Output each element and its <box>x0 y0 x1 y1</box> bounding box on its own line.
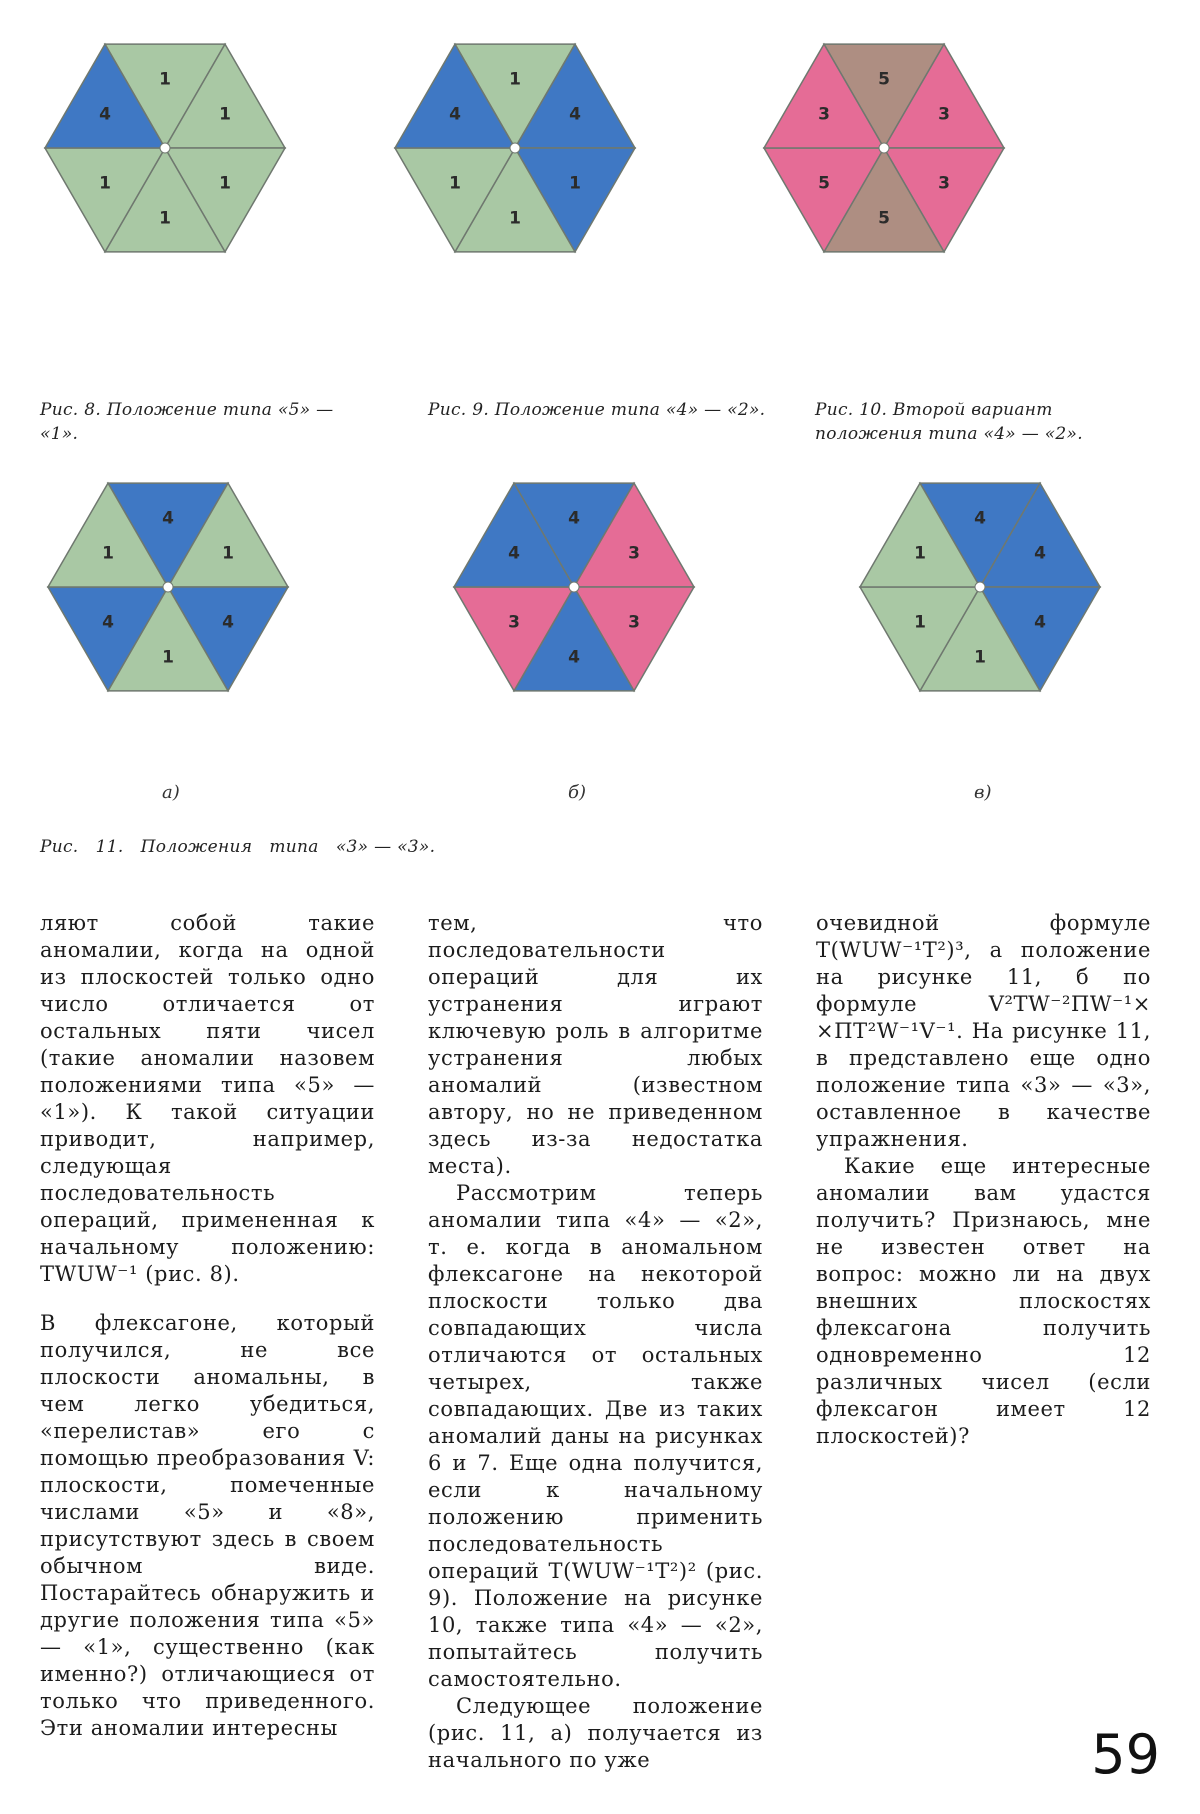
segment-number: 3 <box>508 612 520 633</box>
paragraph: В флексагоне, который получился, не все плоскости аномальны, в чем легко убедиться, «перелистав» его с помощью преобразования V: плоскости, помеченные числами «5» и «8», присутствуют здесь в своем обычном виде. Постарайтесь обнаружить и другие положения типа «5» — «1», существенно (как именно?) отличающиеся от только что приведенного. Эти аномалии интересны <box>40 1311 375 1740</box>
segment-number: 3 <box>938 104 950 125</box>
segment-number: 1 <box>99 173 111 194</box>
figure-11c-label: в) <box>974 782 992 803</box>
figure-11c-hexagon <box>852 475 1108 699</box>
segment-number: 5 <box>818 173 830 194</box>
segment-number: 4 <box>568 647 580 668</box>
figure-11b-label: б) <box>568 782 587 803</box>
center-hole <box>163 582 173 592</box>
segment-number: 1 <box>219 173 231 194</box>
figure-10-hexagon <box>756 36 1012 260</box>
segment-number: 1 <box>509 69 521 90</box>
center-hole <box>569 582 579 592</box>
center-hole <box>510 143 520 153</box>
segment-number: 4 <box>508 543 520 564</box>
figure-11a-hexagon <box>40 475 296 699</box>
segment-number: 1 <box>159 69 171 90</box>
paragraph: тем, что последовательности операций для их устранения играют ключевую роль в алгоритме устранения любых аномалий (известном автору, но не приведенном здесь из-за недостатка места). <box>428 911 763 1178</box>
figure-11a-label: а) <box>162 782 180 803</box>
segment-number: 1 <box>222 543 234 564</box>
segment-number: 3 <box>938 173 950 194</box>
segment-number: 5 <box>878 69 890 90</box>
text-column-3 <box>816 910 1151 1450</box>
segment-number: 3 <box>628 612 640 633</box>
segment-number: 4 <box>99 104 111 125</box>
paragraph: Какие еще интересные аномалии вам удастся получить? Признаюсь, мне не известен ответ на вопрос: можно ли на двух внешних плоскостях флексагона получить одновременно 12 различных чисел (если флексагон имеет 12 плоскостей)? <box>816 1154 1151 1448</box>
segment-number: 5 <box>878 208 890 229</box>
text-column-2 <box>428 910 763 1774</box>
figure-9-hexagon <box>387 36 643 260</box>
segment-number: 1 <box>449 173 461 194</box>
figure-10-caption: Рис. 10. Второй вариант положения типа «4» — «2». <box>815 400 1083 444</box>
segment-number: 4 <box>102 612 114 633</box>
figure-8-caption: Рис. 8. Положение типа «5» — «1». <box>40 400 334 444</box>
segment-number: 1 <box>914 612 926 633</box>
hexagon-diagram <box>387 36 643 260</box>
segment-number: 4 <box>449 104 461 125</box>
figure-8-hexagon <box>37 36 293 260</box>
center-hole <box>879 143 889 153</box>
segment-number: 1 <box>914 543 926 564</box>
center-hole <box>975 582 985 592</box>
paragraph: очевидной формуле T(WUW⁻¹T²)³, а положение на рисунке 11, б по формуле V²TW⁻²ПW⁻¹× ×ПT²W⁻¹V⁻¹. На рисунке 11, в представлено еще одно положение типа «3» — «3», оставленное в качестве упражнения. <box>816 911 1151 1151</box>
paragraph: ляют собой такие аномалии, когда на одной из плоскостей только одно число отличается от остальных пяти чисел (такие аномалии назовем положениями типа «5» — «1»). К такой ситуации приводит, например, следующая последовательность операций, примененная к начальному положению: TWUW⁻¹ (рис. 8). <box>40 911 375 1286</box>
hexagon-diagram <box>446 475 702 699</box>
hexagon-diagram <box>37 36 293 260</box>
segment-number: 1 <box>569 173 581 194</box>
segment-number: 1 <box>509 208 521 229</box>
segment-number: 1 <box>974 647 986 668</box>
hexagon-diagram <box>852 475 1108 699</box>
segment-number: 1 <box>219 104 231 125</box>
figure-11b-hexagon <box>446 475 702 699</box>
segment-number: 1 <box>159 208 171 229</box>
figure-9-caption: Рис. 9. Положение типа «4» — «2». <box>428 400 766 420</box>
segment-number: 4 <box>1034 612 1046 633</box>
segment-number: 4 <box>569 104 581 125</box>
center-hole <box>160 143 170 153</box>
text-column-1 <box>40 910 375 1742</box>
figure-11-caption: Рис. 11. Положения типа «3» — «3». <box>40 837 436 857</box>
segment-number: 3 <box>628 543 640 564</box>
segment-number: 4 <box>222 612 234 633</box>
segment-number: 3 <box>818 104 830 125</box>
segment-number: 1 <box>162 647 174 668</box>
paragraph: Следующее положение (рис. 11, а) получается из начального по уже <box>428 1694 763 1772</box>
page-number: 59 <box>1091 1723 1160 1786</box>
segment-number: 4 <box>568 508 580 529</box>
paragraph: Рассмотрим теперь аномалии типа «4» — «2», т. е. когда в аномальном флексагоне на некоторой плоскости только два совпадающих числа отличаются от остальных четырех, также совпадающих. Две из таких аномалий даны на рисунках 6 и 7. Еще одна получится, если к начальному положению применить последовательность операций T(WUW⁻¹T²)² (рис. 9). Положение на рисунке 10, также типа «4» — «2», попытайтесь получить самостоятельно. <box>428 1181 763 1691</box>
hexagon-diagram <box>40 475 296 699</box>
segment-number: 4 <box>974 508 986 529</box>
hexagon-diagram <box>756 36 1012 260</box>
segment-number: 1 <box>102 543 114 564</box>
segment-number: 4 <box>1034 543 1046 564</box>
segment-number: 4 <box>162 508 174 529</box>
